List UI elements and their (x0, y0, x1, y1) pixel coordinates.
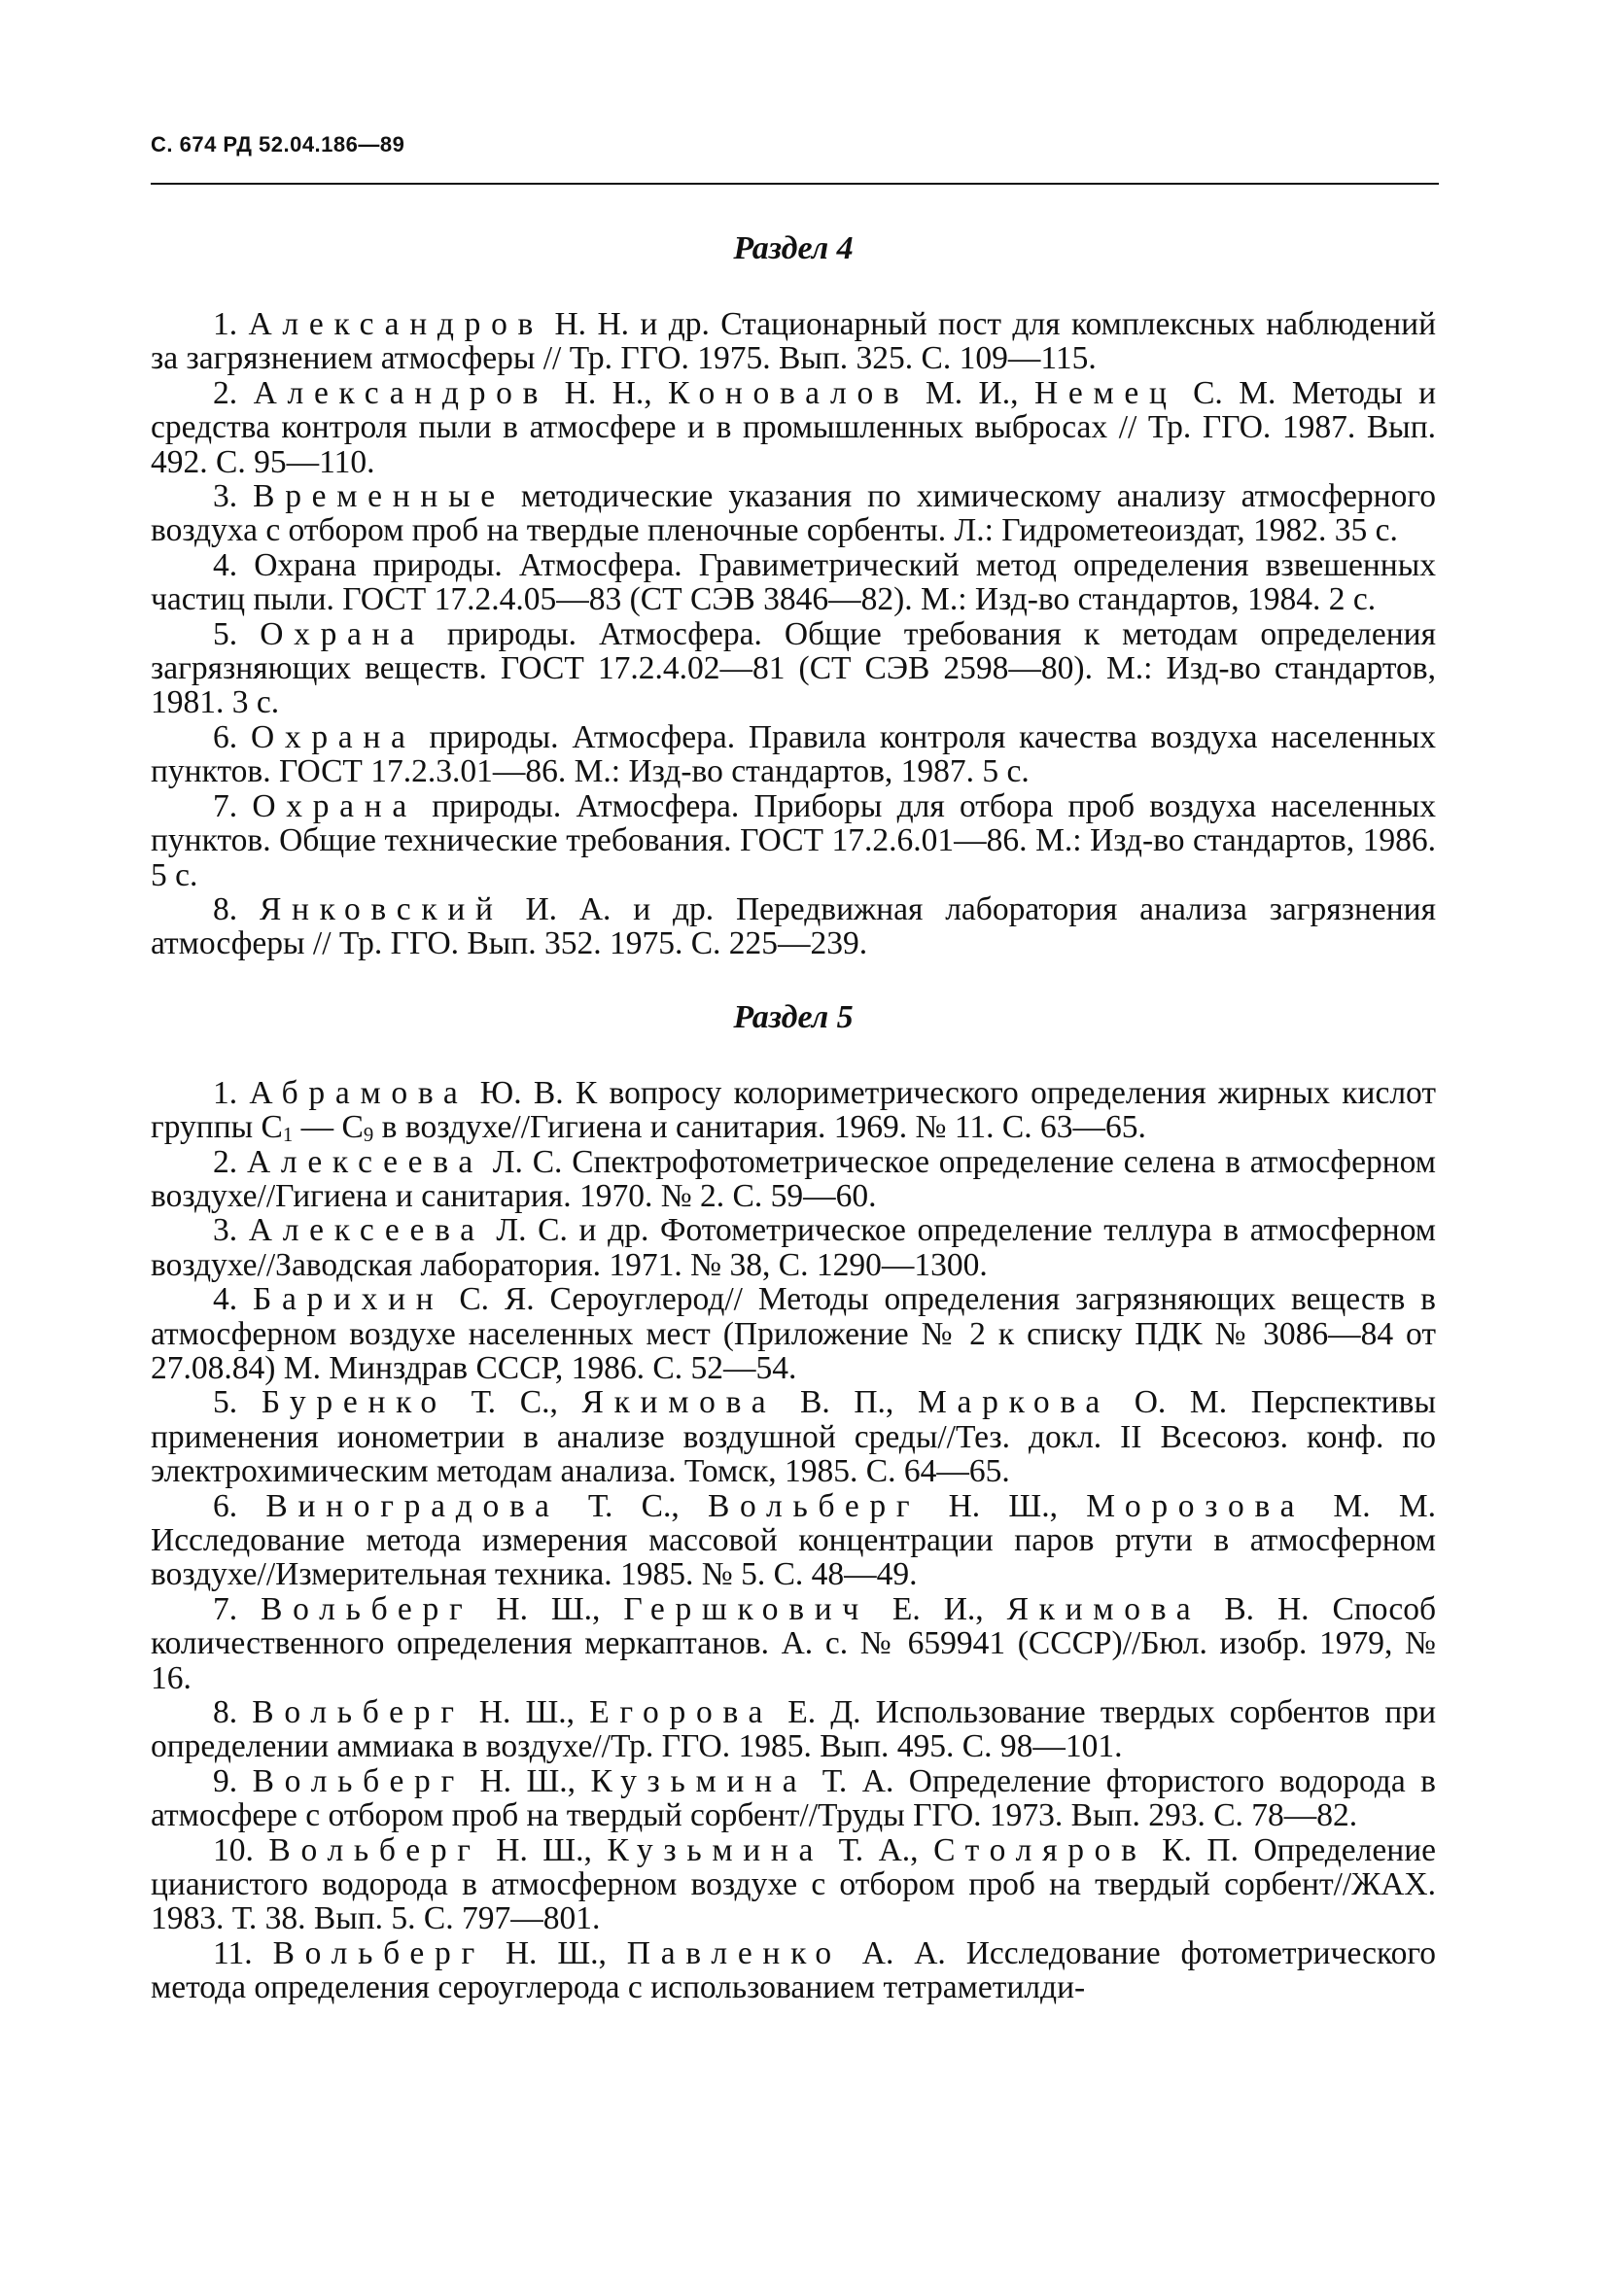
reference-number: 6. (213, 718, 238, 755)
reference-author: Егорова (589, 1694, 774, 1731)
reference-author: Янковский (259, 890, 504, 927)
subscript: 9 (363, 1124, 374, 1147)
reference-number: 5. (213, 615, 238, 652)
reference-author: Столяров (933, 1831, 1147, 1868)
reference-author: Вольберг (707, 1487, 921, 1524)
reference-author: Охрана (252, 787, 418, 824)
reference-author-initials: Н. Ш., (464, 1694, 590, 1731)
reference-text: природы. Атмосфера. Общие требования к методам определения загрязняющих веществ. ГОСТ 17.2.4.02—81 (СТ СЭВ 2598—80). М.: Изд-во стандартов, 1981. 3 с. (151, 615, 1436, 721)
reference-author: Кузьмина (590, 1762, 808, 1799)
reference-author: Вольберг (252, 1694, 465, 1731)
reference-author: Алексеева (248, 1212, 485, 1249)
section-4-references (151, 307, 1436, 961)
reference-author-initials: О. М. (1110, 1384, 1228, 1421)
reference-author-initials: Н. Н., (548, 374, 669, 411)
reference-number: 4. (213, 546, 238, 583)
reference-number: 1. (213, 1074, 238, 1111)
reference-item (151, 617, 1436, 720)
reference-text: Использование твердых сорбентов при определении аммиака в воздухе//Тр. ГГО. 1985. Вып. 495. С. 98—101. (151, 1694, 1436, 1765)
reference-text: Исследование фотометрического метода определения сероуглерода с использованием тетраметилди- (151, 1934, 1436, 2006)
reference-item (151, 376, 1436, 479)
reference-number: 9. (213, 1762, 238, 1799)
reference-number: 1. (213, 306, 238, 342)
reference-item (151, 479, 1436, 548)
reference-number: 11. (213, 1934, 253, 1971)
reference-number: 8. (213, 1694, 238, 1731)
reference-item (151, 789, 1436, 892)
reference-author: Морозова (1086, 1487, 1306, 1524)
reference-author-initials: Т. А., (823, 1831, 934, 1868)
reference-author: Кузьмина (607, 1831, 824, 1868)
reference-text: — С (293, 1109, 364, 1146)
reference-item (151, 1764, 1436, 1833)
reference-text: Способ количественного определения меркаптанов. А. с. № 659941 (СССР)//Бюл. изобр. 1979, № 16. (151, 1590, 1436, 1696)
reference-number: 7. (213, 787, 238, 824)
reference-text: в воздухе//Гигиена и санитария. 1969. № 11. С. 63—65. (373, 1109, 1146, 1146)
reference-text: природы. Атмосфера. Правила контроля качества воздуха населенных пунктов. ГОСТ 17.2.3.01—86. М.: Изд-во стандартов, 1987. 5 с. (151, 718, 1436, 790)
reference-item (151, 307, 1436, 376)
reference-author-initials: Н. Ш., (480, 1831, 608, 1868)
reference-number: 10. (213, 1831, 254, 1868)
reference-text: Определение цианистого водорода в атмосферном воздухе с отбором проб на твердый сорбент//ЖАХ. 1983. Т. 38. Вып. 5. С. 797—801. (151, 1831, 1436, 1937)
reference-author: Якимова (1006, 1590, 1202, 1627)
reference-item (151, 1282, 1436, 1385)
reference-author-initials: В. Н. (1201, 1590, 1310, 1627)
reference-text: Спектрофотометрическое определение селена в атмосферном воздухе//Гигиена и санитария. 1970. № 2. С. 59—60. (151, 1143, 1436, 1214)
reference-author: Вольберг (261, 1590, 473, 1627)
reference-text: природы. Атмосфера. Приборы для отбора проб воздуха населенных пунктов. Общие технические требования. ГОСТ 17.2.6.01—86. М.: Изд-во стандартов, 1986. 5 с. (151, 787, 1436, 893)
reference-author: Барихин (253, 1281, 444, 1318)
reference-author: Абрамова (249, 1074, 469, 1111)
reference-item (151, 1833, 1436, 1936)
reference-item (151, 548, 1436, 617)
reference-number: 6. (213, 1487, 238, 1524)
reference-item (151, 892, 1436, 961)
reference-number: 4. (213, 1281, 238, 1318)
section-5-title: Раздел 5 (733, 998, 854, 1035)
header-rule (151, 183, 1439, 185)
reference-author: Алексеева (246, 1143, 483, 1180)
reference-item (151, 720, 1436, 789)
reference-item (151, 1936, 1436, 2005)
reference-text: Фотометрическое определение теллура в атмосферном воздухе//Заводская лаборатория. 1971. № 38, С. 1290—1300. (151, 1212, 1437, 1283)
running-head: С. 674 РД 52.04.186—89 (151, 132, 405, 157)
reference-author: Виноградова (265, 1487, 560, 1524)
reference-author-initials: М. И., (909, 374, 1034, 411)
reference-text: К вопросу колориметрического определения жирных кислот группы С (151, 1074, 1436, 1146)
reference-number: 2. (213, 374, 238, 411)
reference-text: Стационарный пост для комплексных наблюдений за загрязнением атмосферы // Тр. ГГО. 1975. Вып. 325. С. 109—115. (151, 306, 1437, 377)
reference-author-initials: Н. Н. и др. (543, 306, 710, 342)
reference-author: Александров (253, 374, 549, 411)
reference-author-initials: Л. С. и др. (484, 1212, 649, 1249)
reference-author-initials: Т. С., (446, 1384, 582, 1421)
reference-author-initials: Л. С. (482, 1143, 563, 1180)
reference-text: Сероуглерод// Методы определения загрязняющих веществ в атмосферном воздухе населенных мест (Приложение № 2 к списку ПДК № 3086—84 от 27.08.84) М. Минздрав СССР, 1986. С. 52—54. (151, 1281, 1436, 1386)
section-4-title: Раздел 4 (733, 230, 854, 266)
reference-author-initials: Е. Д. (773, 1694, 861, 1731)
reference-text: Передвижная лаборатория анализа загрязнения атмосферы // Тр. ГГО. Вып. 352. 1975. С. 225—239. (151, 890, 1436, 962)
reference-text: Определение фтористого водорода в атмосфере с отбором проб на твердый сорбент//Труды ГГО. 1973. Вып. 293. С. 78—82. (151, 1762, 1436, 1834)
reference-number: 8. (213, 890, 238, 927)
reference-author-initials: А. А. (841, 1934, 946, 1971)
reference-author: Немец (1033, 374, 1177, 411)
reference-author: Временные (253, 478, 506, 515)
reference-author: Охрана (260, 615, 425, 652)
reference-item (151, 1213, 1436, 1282)
reference-item (151, 1489, 1436, 1592)
reference-author-initials: Ю. В. (468, 1074, 564, 1111)
reference-number: 5. (213, 1384, 238, 1421)
reference-author: Вольберг (252, 1762, 465, 1799)
reference-author-initials: Т. С., (559, 1487, 708, 1524)
reference-item (151, 1385, 1436, 1488)
subscript: 1 (282, 1124, 294, 1147)
reference-text: Исследование метода измерения массовой концентрации паров ртути в атмосферном воздухе//Измерительная техника. 1985. № 5. С. 48—49. (151, 1522, 1436, 1593)
reference-text: Перспективы применения ионометрии в анализе воздушной среды//Тез. докл. II Всесоюз. конф. по электрохимическим методам анализа. Томск, 1985. С. 64—65. (151, 1384, 1436, 1490)
reference-author-initials: М. М. (1305, 1487, 1436, 1524)
reference-author: Коновалов (668, 374, 910, 411)
reference-number: 3. (213, 478, 238, 515)
reference-author-initials: С. Я. (443, 1281, 535, 1318)
reference-author-initials: И. А. и др. (503, 890, 715, 927)
reference-author-initials: В. П., (776, 1384, 918, 1421)
reference-text: Методы и средства контроля пыли в атмосфере и в промышленных выбросах // Тр. ГГО. 1987. Вып. 492. С. 95—110. (151, 374, 1436, 480)
reference-author-initials: Н. Ш., (920, 1487, 1087, 1524)
reference-author: Павленко (626, 1934, 842, 1971)
reference-author: Буренко (261, 1384, 447, 1421)
page-content (151, 231, 1436, 2005)
reference-author-initials: К. П. (1146, 1831, 1239, 1868)
reference-item (151, 1145, 1436, 1214)
reference-author-initials: Т. А. (807, 1762, 894, 1799)
reference-text: методические указания по химическому анализу атмосферного воздуха с отбором проб на твердые пленочные сорбенты. Л.: Гидрометеоиздат, 1982. 35 с. (151, 478, 1436, 549)
reference-author: Охрана (250, 718, 416, 755)
section-5-references (151, 1076, 1436, 2005)
reference-author: Вольберг (272, 1934, 485, 1971)
reference-author-initials: Н. Ш., (464, 1762, 591, 1799)
reference-author-initials: Н. Ш., (484, 1934, 627, 1971)
reference-author: Маркова (918, 1384, 1111, 1421)
reference-number: 7. (213, 1590, 238, 1627)
reference-author: Вольберг (268, 1831, 481, 1868)
reference-number: 3. (213, 1212, 238, 1249)
reference-item (151, 1076, 1436, 1145)
reference-author-initials: Н. Ш., (472, 1590, 624, 1627)
reference-author: Гершкович (623, 1590, 869, 1627)
reference-number: 2. (213, 1143, 238, 1180)
reference-text: Охрана природы. Атмосфера. Гравиметрический метод определения взвешенных частиц пыли. ГОСТ 17.2.4.05—83 (СТ СЭВ 3846—82). М.: Изд-во стандартов, 1984. 2 с. (151, 546, 1436, 618)
reference-author-initials: С. М. (1176, 374, 1276, 411)
reference-author: Александров (248, 306, 544, 342)
reference-item (151, 1592, 1436, 1695)
reference-item (151, 1695, 1436, 1764)
reference-author: Якимова (581, 1384, 777, 1421)
reference-author-initials: Е. И., (869, 1590, 1007, 1627)
